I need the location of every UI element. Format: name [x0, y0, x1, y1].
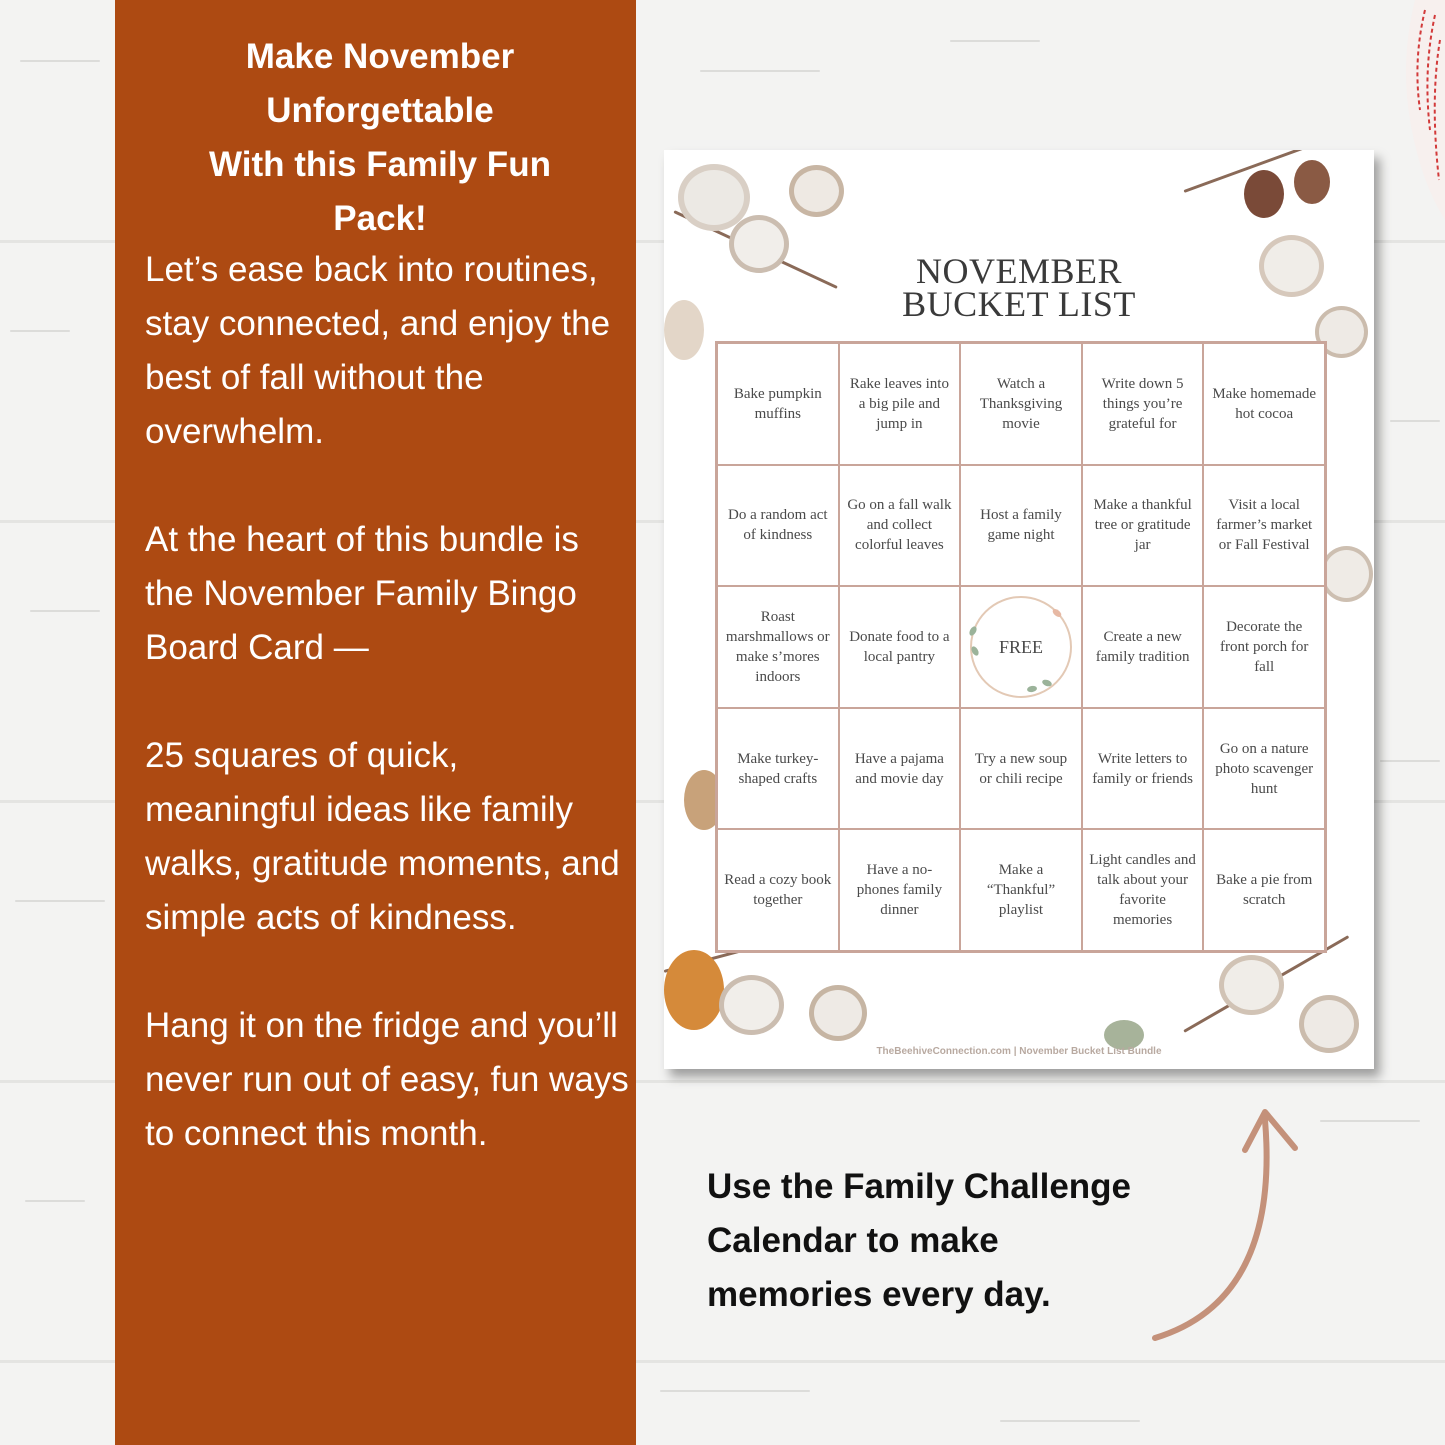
panel-paragraph: Let’s ease back into routines, stay connected, and enjoy the best of fall without the overwhelm.: [145, 250, 611, 451]
bingo-cell: Write letters to family or friends: [1082, 708, 1204, 830]
sheet-footer: TheBeehiveConnection.com | November Bucket List Bundle: [876, 1046, 1162, 1057]
bingo-cell: Roast marshmallows or make s’mores indoors: [717, 586, 839, 708]
bingo-cell: Do a random act of kindness: [717, 465, 839, 587]
bingo-cell: Decorate the front porch for fall: [1203, 586, 1325, 708]
curved-arrow-icon: [1140, 1100, 1310, 1350]
panel-paragraph: Hang it on the fridge and you’ll never run out of easy, fun ways to connect this month.: [145, 1006, 629, 1153]
promo-panel: [115, 0, 636, 1445]
panel-paragraph: At the heart of this bundle is the November Family Bingo Board Card —: [145, 520, 579, 667]
panel-paragraph: 25 squares of quick, meaningful ideas like family walks, gratitude moments, and simple acts of kindness.: [145, 736, 620, 937]
sheet-title-line1: NOVEMBER: [915, 251, 1122, 291]
caption-text: Use the Family Challenge Calendar to make memories every day.: [707, 1167, 1132, 1314]
bingo-cell: Go on a fall walk and collect colorful leaves: [839, 465, 961, 587]
free-space-cell: [960, 586, 1082, 708]
bingo-cell: Have a pajama and movie day: [839, 708, 961, 830]
bingo-cell: Donate food to a local pantry: [839, 586, 961, 708]
fabric-decoration: [1395, 0, 1445, 220]
bingo-cell: Bake a pie from scratch: [1203, 829, 1325, 951]
panel-title: [135, 30, 625, 246]
bingo-cell: Read a cozy book together: [717, 829, 839, 951]
bucket-list-sheet: [664, 150, 1374, 1069]
panel-title-line: Pack!: [333, 199, 427, 238]
bingo-cell: Visit a local farmer’s market or Fall Festival: [1203, 465, 1325, 587]
bingo-cell: Host a family game night: [960, 465, 1082, 587]
sheet-title: [664, 251, 1374, 324]
bingo-cell: Rake leaves into a big pile and jump in: [839, 343, 961, 465]
wreath-icon: [970, 596, 1072, 698]
bingo-cell: Bake pumpkin muffins: [717, 343, 839, 465]
bingo-cell: Make a “Thankful” playlist: [960, 829, 1082, 951]
panel-title-line: Make November: [245, 37, 515, 76]
panel-title-line: With this Family Fun: [209, 145, 551, 184]
bingo-cell: Watch a Thanksgiving movie: [960, 343, 1082, 465]
bingo-cell: Create a new family tradition: [1082, 586, 1204, 708]
free-label: FREE: [998, 636, 1043, 657]
bingo-cell: Light candles and talk about your favorite memories: [1082, 829, 1204, 951]
bingo-cell: Make homemade hot cocoa: [1203, 343, 1325, 465]
bingo-cell: Make turkey-shaped crafts: [717, 708, 839, 830]
bingo-cell: Try a new soup or chili recipe: [960, 708, 1082, 830]
bingo-cell: Have a no-phones family dinner: [839, 829, 961, 951]
bingo-cell: Make a thankful tree or gratitude jar: [1082, 465, 1204, 587]
panel-body: [145, 243, 635, 1215]
bingo-cell: Write down 5 things you’re grateful for: [1082, 343, 1204, 465]
sheet-title-line2: BUCKET LIST: [902, 284, 1136, 324]
bingo-grid: [715, 341, 1327, 953]
bingo-cell: Go on a nature photo scavenger hunt: [1203, 708, 1325, 830]
panel-title-line: Unforgettable: [266, 91, 494, 130]
